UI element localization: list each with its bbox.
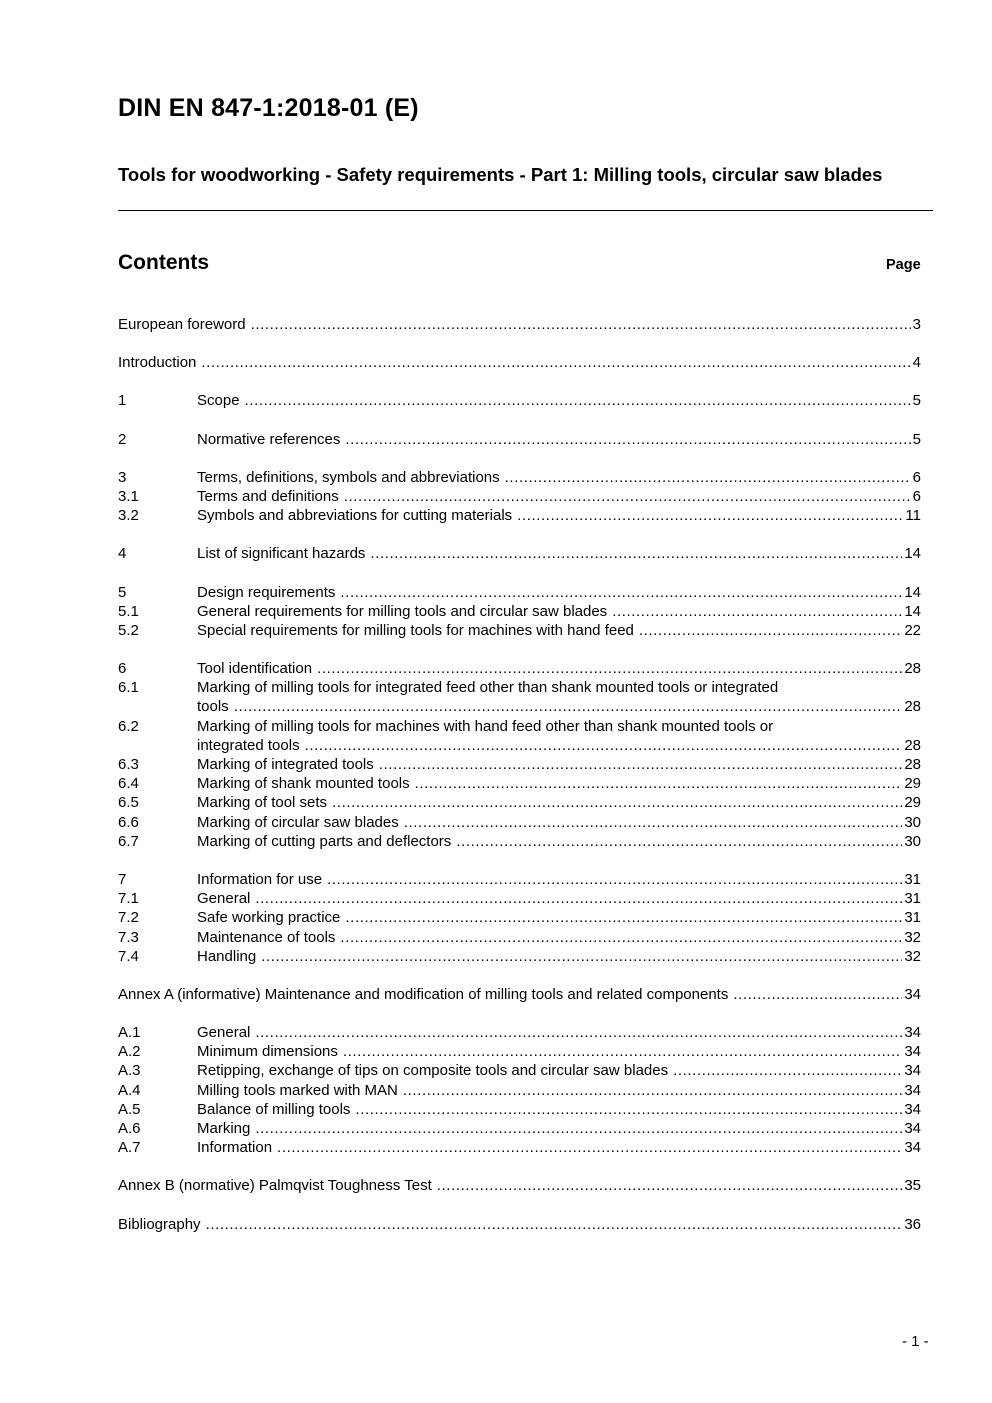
- toc-leader-dots: [673, 1061, 902, 1080]
- toc-leader-dots: [201, 353, 910, 372]
- toc-entry-6[interactable]: [118, 659, 921, 678]
- toc-entry-page: 3: [912, 316, 921, 333]
- toc-entry-a-6[interactable]: [118, 1119, 921, 1138]
- toc-leader-dots: [517, 506, 903, 525]
- toc-entry-3-2[interactable]: [118, 506, 921, 525]
- toc-entry-3-1[interactable]: [118, 487, 921, 506]
- toc-leader-dots: [639, 621, 902, 640]
- toc-entry-5[interactable]: [118, 583, 921, 602]
- toc-entry-text: Marking: [197, 1120, 251, 1138]
- toc-leader-dots: [206, 1215, 903, 1234]
- toc-entry-number: 5: [118, 583, 127, 601]
- toc-leader-dots: [340, 583, 902, 602]
- document-title: Tools for woodworking - Safety requirements - Part 1: Milling tools, circular saw blades: [118, 164, 883, 185]
- toc-entry-text: Marking of milling tools for integrated feed other than shank mounted tools or integrated: [197, 679, 779, 697]
- toc-entry-text: Handling: [197, 947, 257, 965]
- toc-entry-text: Marking of cutting parts and deflectors: [197, 832, 452, 850]
- toc-entry-page: 28: [904, 698, 921, 716]
- toc-entry-text: Symbols and abbreviations for cutting materials: [197, 507, 513, 525]
- toc-entry-number: A.3: [118, 1062, 141, 1080]
- toc-entry-page: 29: [904, 775, 921, 793]
- toc-entry-page: 28: [904, 756, 921, 774]
- page-column-heading: Page: [886, 257, 921, 273]
- toc-entry-text: General: [197, 890, 251, 908]
- toc-entry-text: Introduction: [118, 354, 197, 372]
- toc-entry-number: 7.2: [118, 909, 139, 927]
- toc-entry-page: 6: [912, 487, 921, 505]
- toc-entry-number: 3.1: [118, 487, 139, 505]
- toc-entry-text: Marking of integrated tools: [197, 756, 374, 774]
- toc-entry-page: 35: [904, 1177, 921, 1195]
- toc-leader-dots: [305, 736, 903, 755]
- toc-entry-page: 5: [912, 430, 921, 448]
- toc-entry-text: Terms, definitions, symbols and abbreviations: [197, 468, 500, 486]
- toc-entry-text: Scope: [197, 392, 240, 410]
- toc-entry-text: Normative references: [197, 430, 341, 448]
- toc-entry-number: 2: [118, 430, 127, 448]
- toc-entry-page: 31: [904, 909, 921, 927]
- toc-entry-text: List of significant hazards: [197, 545, 366, 563]
- toc-entry-page: 14: [904, 545, 921, 563]
- toc-entry-5-1[interactable]: [118, 602, 921, 621]
- toc-entry-text: Marking of tool sets: [197, 794, 328, 812]
- toc-entry-6-1[interactable]: [118, 678, 921, 716]
- toc-entry-7-4[interactable]: [118, 947, 921, 966]
- toc-leader-dots: [733, 985, 902, 1004]
- toc-entry-text: Bibliography: [118, 1215, 201, 1233]
- toc-entry-number: 7.3: [118, 928, 139, 946]
- toc-leader-dots: [261, 947, 902, 966]
- toc-entry-text: Retipping, exchange of tips on composite tools and circular saw blades: [197, 1062, 669, 1080]
- toc-entry-number: 6.2: [118, 717, 139, 735]
- toc-entry-page: 31: [904, 870, 921, 888]
- toc-entry-5-2[interactable]: [118, 621, 921, 640]
- toc-entry-number: 4: [118, 545, 127, 563]
- toc-entry-6-6[interactable]: [118, 813, 921, 832]
- toc-entry-number: 6.7: [118, 832, 139, 850]
- toc-entry-page: 29: [904, 794, 921, 812]
- toc-entry-7-1[interactable]: [118, 889, 921, 908]
- toc-entry-4[interactable]: [118, 544, 921, 563]
- toc-entry-6-2[interactable]: [118, 717, 921, 755]
- toc-entry-page: 31: [904, 890, 921, 908]
- toc-leader-dots: [234, 697, 903, 716]
- toc-leader-dots: [612, 602, 902, 621]
- toc-entry-annex-a[interactable]: [118, 985, 921, 1004]
- toc-entry-page: 34: [904, 1081, 921, 1099]
- toc-entry-page: 34: [904, 1139, 921, 1157]
- toc-entry-page: 5: [912, 392, 921, 410]
- toc-leader-dots: [505, 468, 911, 487]
- toc-entry-text: General requirements for milling tools and circular saw blades: [197, 602, 608, 620]
- toc-entry-page: 34: [904, 1024, 921, 1042]
- toc-leader-dots: [345, 430, 910, 449]
- toc-entry-text: Balance of milling tools: [197, 1100, 351, 1118]
- toc-entry-page: 34: [904, 1120, 921, 1138]
- toc-entry-7-2[interactable]: [118, 908, 921, 927]
- toc-leader-dots: [404, 813, 903, 832]
- toc-entry-number: 6.3: [118, 756, 139, 774]
- toc-entry-a-4[interactable]: [118, 1081, 921, 1100]
- toc-leader-dots: [344, 487, 911, 506]
- toc-entry-page: 28: [904, 660, 921, 678]
- table-of-contents: [118, 315, 921, 1234]
- toc-leader-dots: [255, 1023, 902, 1042]
- toc-entry-page: 14: [904, 583, 921, 601]
- toc-entry-number: 6.5: [118, 794, 139, 812]
- toc-leader-dots: [332, 793, 902, 812]
- toc-entry-page: 36: [904, 1215, 921, 1233]
- footer-page-number: - 1 -: [902, 1333, 929, 1350]
- toc-leader-dots: [327, 870, 902, 889]
- toc-entry-a-2[interactable]: [118, 1042, 921, 1061]
- toc-entry-page: 22: [904, 621, 921, 639]
- toc-entry-introduction[interactable]: [118, 353, 921, 372]
- toc-entry-text: Special requirements for milling tools for machines with hand feed: [197, 621, 634, 639]
- toc-entry-number: A.1: [118, 1024, 141, 1042]
- toc-leader-dots: [343, 1042, 902, 1061]
- toc-entry-page: 34: [904, 1062, 921, 1080]
- toc-entry-text-continued: tools: [197, 698, 229, 716]
- toc-entry-number: 5.1: [118, 602, 139, 620]
- toc-leader-dots: [245, 391, 911, 410]
- toc-entry-number: A.2: [118, 1043, 141, 1061]
- toc-entry-text: Tool identification: [197, 660, 313, 678]
- toc-leader-dots: [277, 1138, 902, 1157]
- toc-entry-number: A.5: [118, 1100, 141, 1118]
- toc-entry-a-5[interactable]: [118, 1100, 921, 1119]
- toc-entry-text: Design requirements: [197, 583, 336, 601]
- toc-entry-page: 32: [904, 928, 921, 946]
- toc-entry-6-4[interactable]: [118, 774, 921, 793]
- toc-entry-page: 34: [904, 1043, 921, 1061]
- toc-entry-text: General: [197, 1024, 251, 1042]
- toc-entry-number: 7.4: [118, 947, 139, 965]
- toc-leader-dots: [345, 908, 902, 927]
- toc-entry-number: 7: [118, 870, 127, 888]
- toc-entry-6-3[interactable]: [118, 755, 921, 774]
- toc-leader-dots: [415, 774, 903, 793]
- toc-entry-number: 7.1: [118, 890, 139, 908]
- toc-entry-annex-b[interactable]: [118, 1176, 921, 1195]
- toc-entry-number: 6: [118, 660, 127, 678]
- toc-leader-dots: [379, 755, 903, 774]
- toc-entry-number: A.7: [118, 1139, 141, 1157]
- toc-entry-3[interactable]: [118, 468, 921, 487]
- toc-leader-dots: [437, 1176, 903, 1195]
- toc-entry-text: Marking of milling tools for machines with hand feed other than shank mounted tools or: [197, 717, 774, 735]
- toc-entry-european-foreword[interactable]: [118, 315, 921, 334]
- toc-entry-page: 14: [904, 602, 921, 620]
- toc-entry-number: 3: [118, 468, 127, 486]
- toc-leader-dots: [403, 1081, 902, 1100]
- toc-entry-number: 6.1: [118, 679, 139, 697]
- toc-entry-2[interactable]: [118, 430, 921, 449]
- toc-entry-a-1[interactable]: [118, 1023, 921, 1042]
- toc-entry-number: A.6: [118, 1120, 141, 1138]
- toc-entry-page: 11: [905, 507, 921, 525]
- toc-entry-page: 32: [904, 947, 921, 965]
- toc-entry-number: 6.6: [118, 813, 139, 831]
- toc-entry-a-3[interactable]: [118, 1061, 921, 1080]
- toc-entry-page: 34: [904, 985, 921, 1003]
- document-id: DIN EN 847-1:2018-01 (E): [118, 94, 419, 122]
- toc-entry-text: Marking of circular saw blades: [197, 813, 399, 831]
- toc-entry-text: Maintenance of tools: [197, 928, 336, 946]
- title-divider: [118, 210, 933, 211]
- toc-entry-page: 30: [904, 832, 921, 850]
- toc-leader-dots: [370, 544, 902, 563]
- toc-entry-7[interactable]: [118, 870, 921, 889]
- toc-entry-bibliography[interactable]: [118, 1215, 921, 1234]
- toc-entry-text: Annex B (normative) Palmqvist Toughness Test: [118, 1177, 432, 1195]
- toc-leader-dots: [255, 1119, 902, 1138]
- toc-entry-6-7[interactable]: [118, 832, 921, 851]
- toc-entry-6-5[interactable]: [118, 793, 921, 812]
- toc-entry-7-3[interactable]: [118, 928, 921, 947]
- toc-entry-number: 6.4: [118, 775, 139, 793]
- toc-entry-page: 28: [904, 736, 921, 754]
- toc-entry-text: Terms and definitions: [197, 487, 339, 505]
- toc-entry-text: Milling tools marked with MAN: [197, 1081, 398, 1099]
- toc-leader-dots: [255, 889, 902, 908]
- toc-entry-page: 6: [912, 468, 921, 486]
- toc-entry-text: Minimum dimensions: [197, 1043, 338, 1061]
- toc-entry-page: 4: [912, 354, 921, 372]
- toc-leader-dots: [355, 1100, 902, 1119]
- toc-entry-text: Marking of shank mounted tools: [197, 775, 410, 793]
- toc-entry-number: 5.2: [118, 621, 139, 639]
- toc-entry-text: Information: [197, 1139, 273, 1157]
- toc-entry-number: 3.2: [118, 507, 139, 525]
- toc-entry-page: 34: [904, 1100, 921, 1118]
- toc-entry-number: 1: [118, 392, 127, 410]
- toc-entry-text: European foreword: [118, 316, 246, 333]
- contents-heading: Contents: [118, 251, 209, 274]
- toc-entry-page: 30: [904, 813, 921, 831]
- toc-entry-1[interactable]: [118, 391, 921, 410]
- toc-entry-text: Information for use: [197, 870, 323, 888]
- toc-entry-text: Annex A (informative) Maintenance and modification of milling tools and related components: [118, 985, 729, 1003]
- toc-entry-number: A.4: [118, 1081, 141, 1099]
- toc-leader-dots: [251, 315, 911, 334]
- toc-entry-a-7[interactable]: [118, 1138, 921, 1157]
- toc-leader-dots: [456, 832, 902, 851]
- toc-leader-dots: [317, 659, 902, 678]
- toc-entry-text-continued: integrated tools: [197, 736, 300, 754]
- toc-leader-dots: [340, 928, 902, 947]
- toc-entry-text: Safe working practice: [197, 909, 341, 927]
